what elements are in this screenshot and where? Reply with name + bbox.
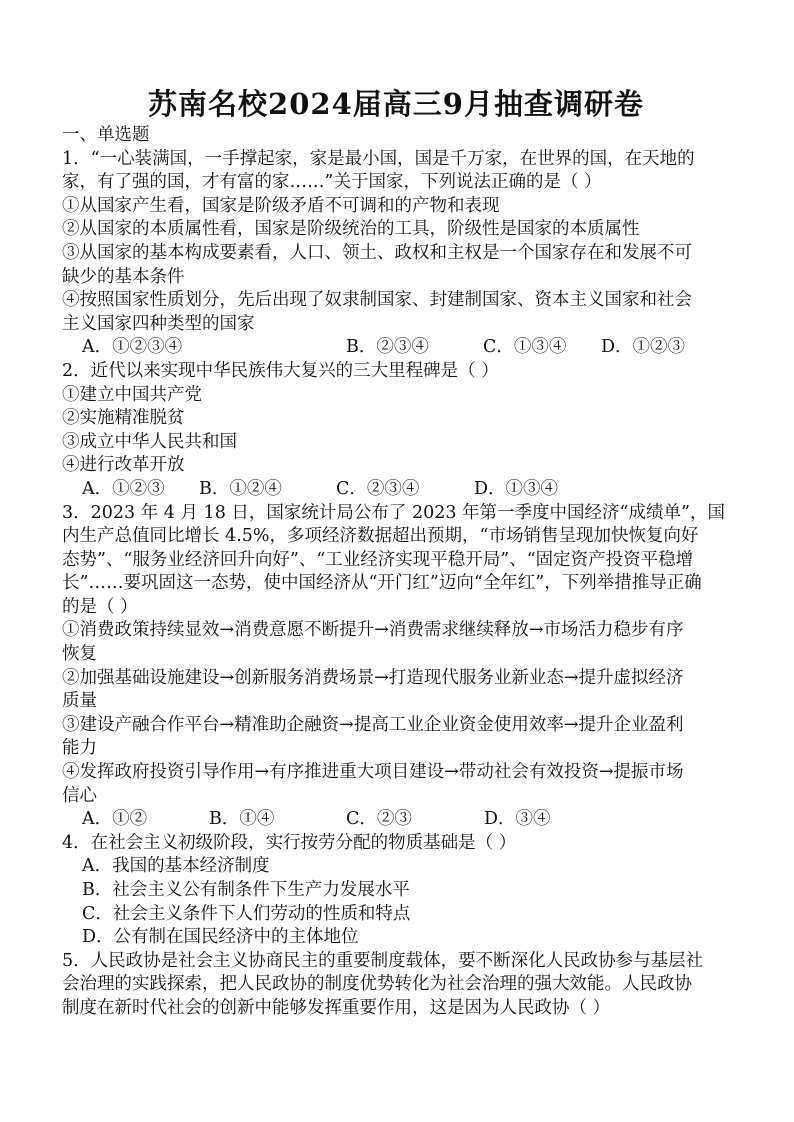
statement-item: ④发挥政府投资引导作用→有序推进重大项目建设→带动社会有效投资→提振市场 [62, 762, 684, 783]
statement-item: ③成立中华人民共和国 [62, 431, 237, 452]
option-d[interactable]: D．③④ [484, 809, 551, 830]
option-b[interactable]: B．①④ [209, 809, 275, 830]
option-a[interactable]: A．①②③④ [82, 337, 183, 358]
option-c[interactable]: C．②③ [346, 809, 412, 830]
question-stem-line: 的是（ ） [62, 596, 138, 617]
statement-item: ④按照国家性质划分，先后出现了奴隶制国家、封建制国家、资本主义国家和社会 [62, 290, 692, 311]
option-d[interactable]: D．①②③ [601, 337, 686, 358]
option-d[interactable]: D．公有制在国民经济中的主体地位 [82, 927, 359, 948]
statement-item: 信心 [62, 785, 97, 806]
answer-options [62, 478, 730, 502]
statement-item: ③建设产融合作平台→精准助企融资→提高工业企业资金使用效率→提升企业盈利 [62, 714, 684, 735]
option-d[interactable]: D．①③④ [474, 478, 559, 499]
statement-item: ②从国家的本质属性看，国家是阶级统治的工具，阶级性是国家的本质属性 [62, 219, 640, 240]
statement-item: 主义国家四种类型的国家 [62, 313, 255, 334]
question-stem-line: 内生产总值同比增长 4.5%，多项经济数据超出预期，“市场销售呈现加快恢复向好 [62, 526, 699, 547]
answer-options [62, 336, 730, 360]
question-stem-line: 制度在新时代社会的创新中能够发挥重要作用，这是因为人民政协（ ） [62, 997, 611, 1018]
option-c[interactable]: C．社会主义条件下人们劳动的性质和特点 [82, 903, 411, 924]
statement-item: 能力 [62, 738, 97, 759]
statement-item: 缺少的基本条件 [62, 266, 185, 287]
exam-title: 苏南名校2024届高三9月抽查调研卷 [148, 87, 644, 121]
question-2 [62, 360, 730, 502]
question-stem-line: 长”……要巩固这一态势，使中国经济从“开门红”迈向“全年红”，下列举措推导正确 [62, 573, 702, 594]
statement-item: ①建立中国共产党 [62, 384, 202, 405]
question-3 [62, 502, 730, 832]
question-4 [62, 832, 730, 950]
statement-item: 恢复 [62, 644, 97, 665]
question-stem-line: 会治理的实践探索，把人民政协的制度优势转化为社会治理的强大效能。人民政协 [62, 974, 692, 995]
option-b[interactable]: B．社会主义公有制条件下生产力发展水平 [82, 880, 410, 900]
question-1 [62, 148, 730, 360]
option-a[interactable]: A．①②③ [82, 478, 165, 499]
question-stem-line: 2．近代以来实现中华民族伟大复兴的三大里程碑是（ ） [62, 360, 499, 381]
section-heading: 一、单选题 [62, 125, 150, 145]
question-stem-line: 5．人民政协是社会主义协商民主的重要制度载体，要不断深化人民政协参与基层社 [62, 950, 704, 971]
answer-options [62, 855, 730, 949]
statement-item: 质量 [62, 691, 97, 712]
question-stem-line: 1．“一心装满国，一手撑起家，家是最小国，国是千万家，在世界的国，在天地的 [62, 148, 695, 169]
option-b[interactable]: B．①②④ [199, 478, 282, 499]
question-5 [62, 950, 730, 1021]
option-c[interactable]: C．②③④ [336, 478, 420, 499]
option-a[interactable]: A．我国的基本经济制度 [82, 856, 270, 877]
question-stem-line: 4．在社会主义初级阶段，实行按劳分配的物质基础是（ ） [62, 832, 517, 853]
statement-item: ①消费政策持续显效→消费意愿不断提升→消费需求继续释放→市场活力稳步有序 [62, 620, 684, 641]
option-a[interactable]: A．①② [82, 809, 148, 830]
question-stem-line: 态势”、“服务业经济回升向好”、“工业经济实现平稳开局”、“固定资产投资平稳增 [62, 549, 694, 570]
option-b[interactable]: B．②③④ [346, 337, 429, 358]
question-stem-line: 3．2023 年 4 月 18 日，国家统计局公布了 2023 年第一季度中国经济“成绩单”，国 [62, 502, 725, 523]
statement-item: ④进行改革开放 [62, 455, 185, 476]
answer-options [62, 808, 730, 832]
statement-item: ①从国家产生看，国家是阶级矛盾不可调和的产物和表现 [62, 195, 500, 216]
statement-item: ②实施精准脱贫 [62, 408, 185, 429]
statement-item: ②加强基础设施建设→创新服务消费场景→打造现代服务业新业态→提升虚拟经济 [62, 667, 684, 688]
statement-item: ③从国家的基本构成要素看，人口、领土、政权和主权是一个国家存在和发展不可 [62, 242, 692, 263]
question-stem-line: 家，有了强的国，才有富的家……”关于国家，下列说法正确的是（ ） [62, 172, 602, 193]
option-c[interactable]: C．①③④ [483, 337, 567, 358]
